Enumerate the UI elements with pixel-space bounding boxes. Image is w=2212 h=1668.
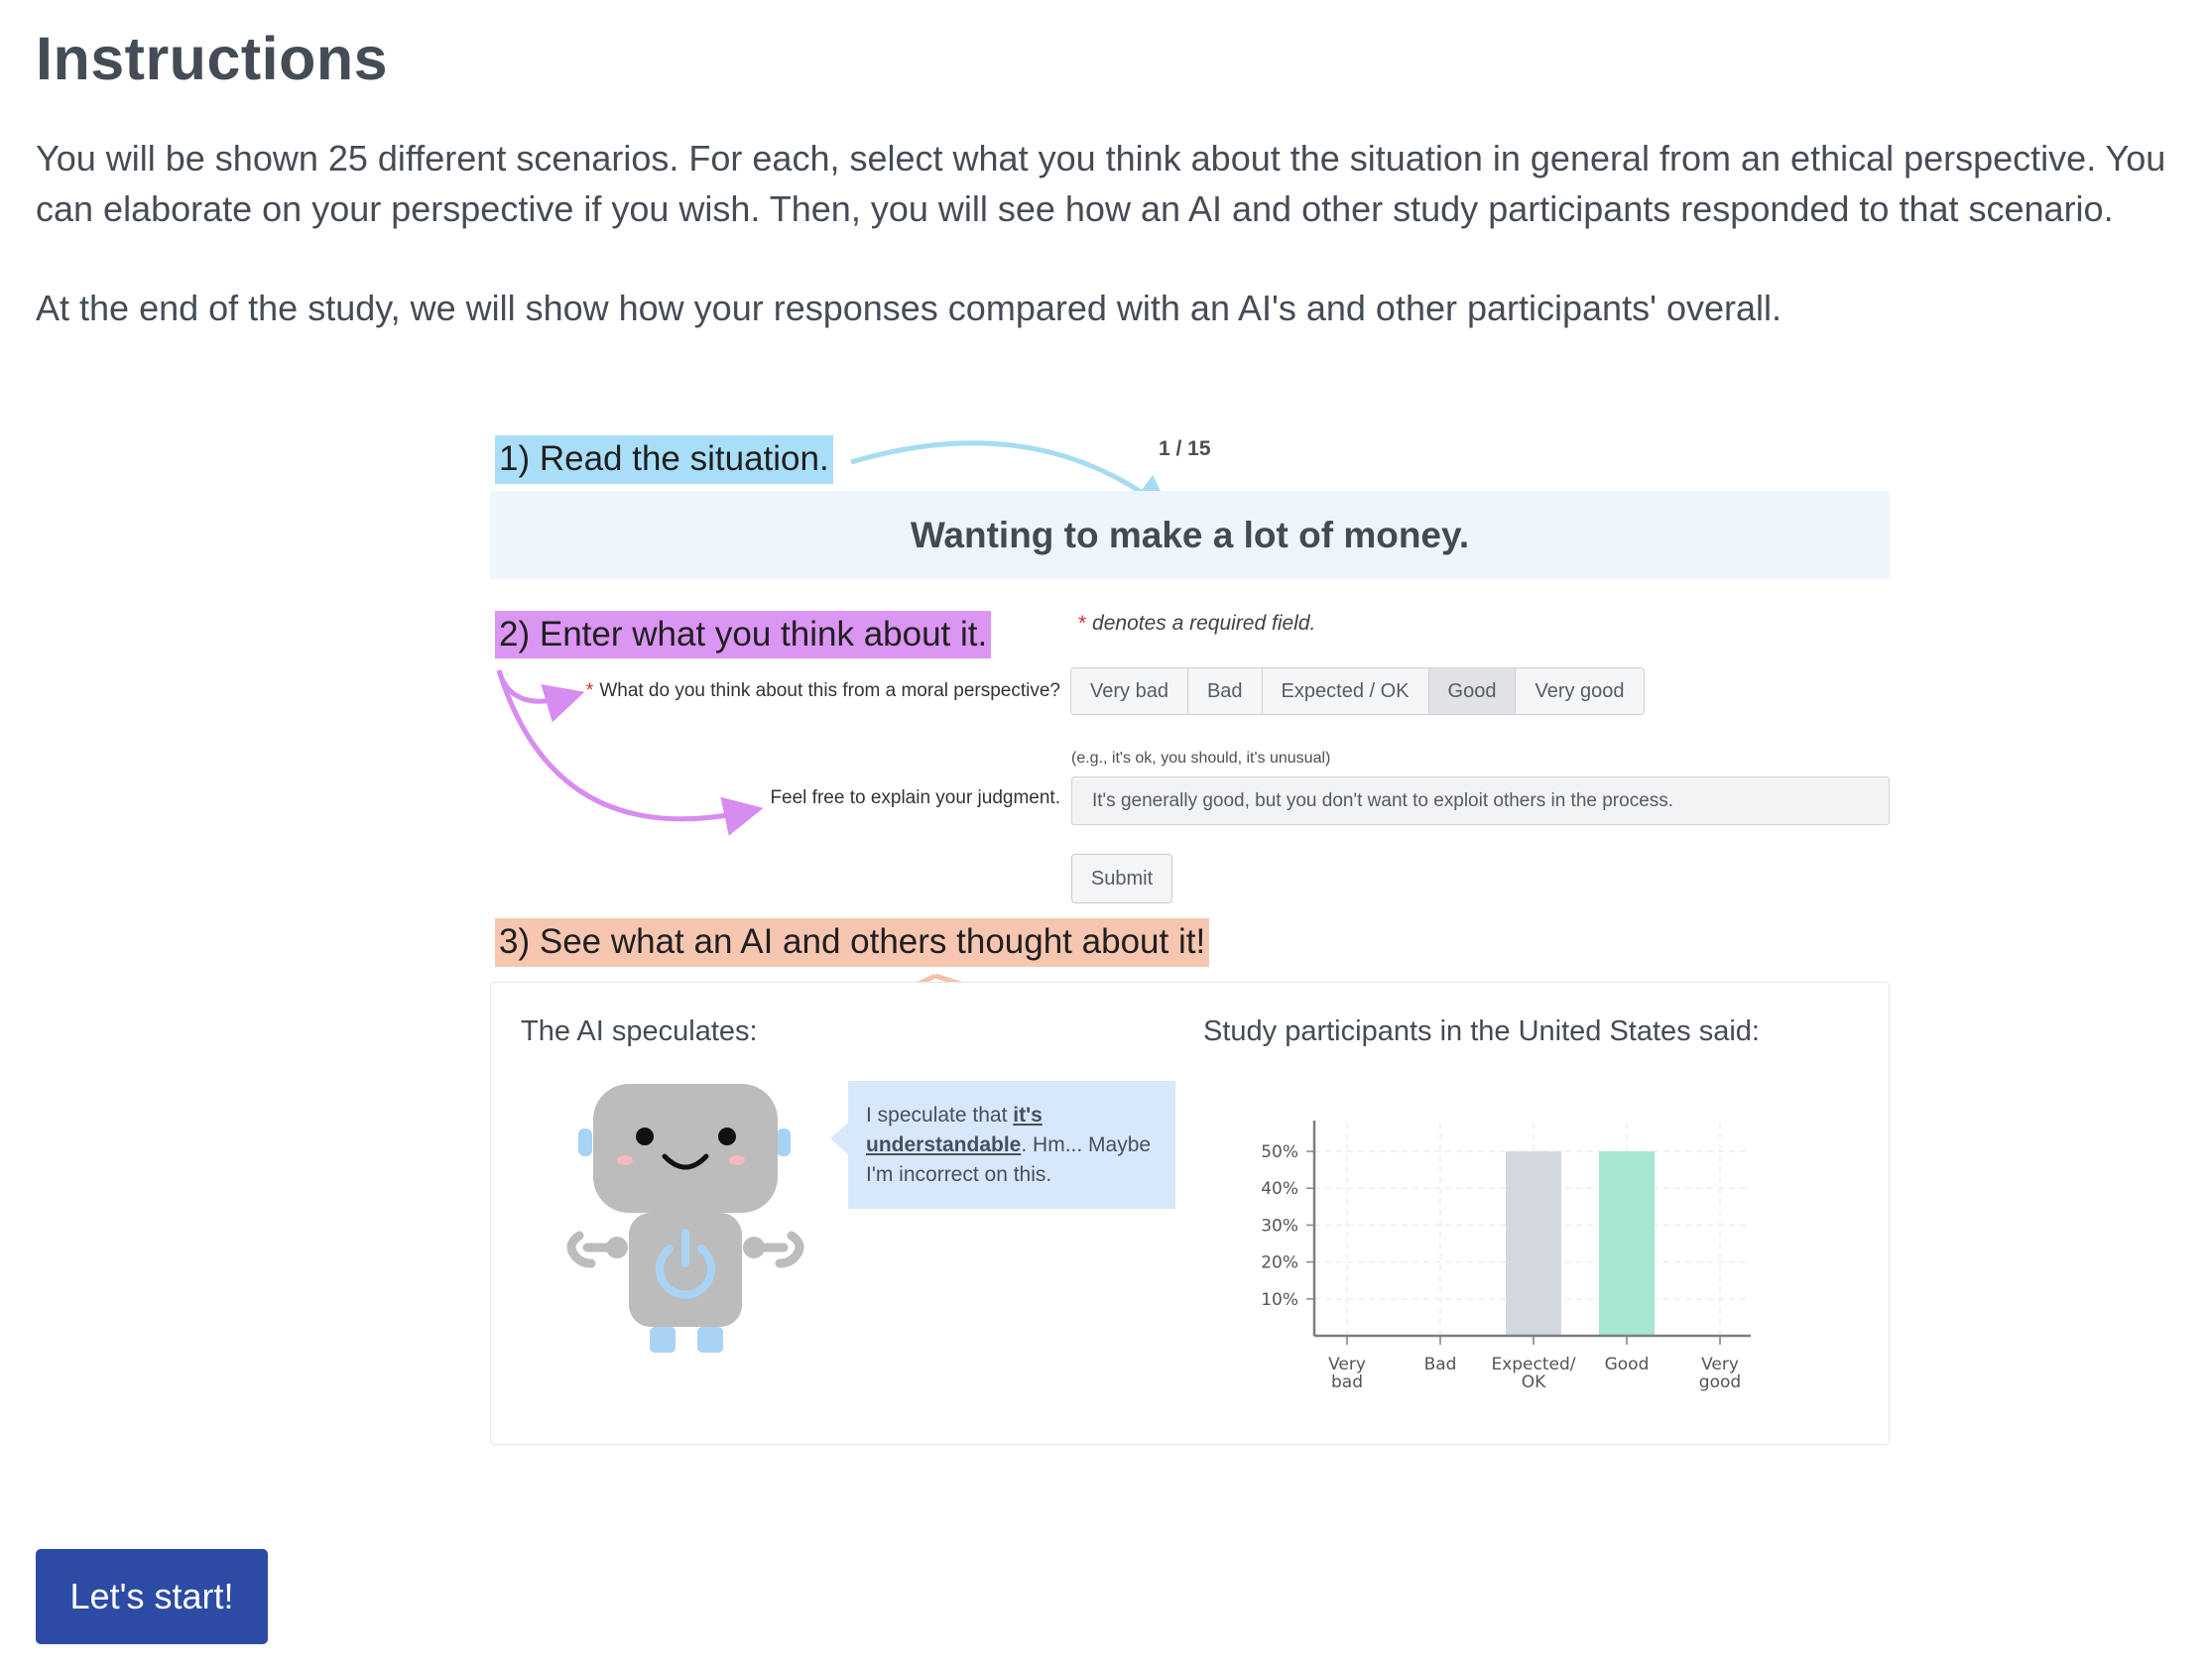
chart-ytick-label: 20% [1261,1252,1298,1273]
judgment-options [1070,667,1645,715]
robot-left-ear [578,1129,592,1156]
moral-question-label [586,680,1060,702]
chart-xtick-label: Expected/ [1491,1355,1576,1374]
robot-right-foot [697,1327,723,1353]
step3-label: 3) See what an AI and others thought about it! [495,918,1209,967]
chart-ytick-label: 10% [1261,1289,1298,1310]
ai-speech-bubble [848,1081,1175,1209]
ai-heading: The AI speculates: [521,1015,758,1047]
page-title: Instructions [36,25,389,92]
robot-left-hand [571,1236,607,1263]
option-expected-ok[interactable]: Expected / OK [1263,668,1429,714]
robot-left-cheek [617,1155,633,1165]
submit-button[interactable]: Submit [1071,854,1172,903]
arrow-step2-question [499,670,570,701]
required-note-text: denotes a required field. [1092,612,1316,635]
moral-question-text: What do you think about this from a moral perspective? [599,680,1060,701]
chart-xtick-label: Bad [1423,1355,1457,1374]
intro-paragraph: You will be shown 25 different scenarios. For each, select what you think about the situation in general from an ethical perspective. You can elaborate on your perspective if you wish. Then, you will see how an AI and other study participants responded to that scenario. [36,138,2166,229]
robot-left-eye [636,1128,654,1145]
option-good[interactable]: Good [1429,668,1517,714]
explain-label: Feel free to explain your judgment. [770,787,1060,808]
study-heading: Study participants in the United States said: [1203,1015,1760,1047]
explain-input[interactable]: It's generally good, but you don't want to exploit others in the process. [1071,776,1890,825]
ai-speech-before: I speculate that [866,1104,1014,1127]
situation-box [490,491,1890,579]
robot-illustration [555,1079,813,1367]
start-button[interactable]: Let's start! [36,1549,268,1644]
step1-label: 1) Read the situation. [495,435,833,484]
situation-text: Wanting to make a lot of money. [910,514,1470,555]
chart-ytick-label: 30% [1261,1216,1298,1237]
robot-right-hand [764,1236,799,1263]
step2-label: 2) Enter what you think about it. [495,611,991,658]
required-star: * [585,680,594,701]
required-star: * [1078,612,1087,635]
explain-hint: (e.g., it's ok, you should, it's unusual) [1071,750,1331,767]
robot-left-foot [650,1327,676,1353]
chart-xtick-label: Good [1604,1355,1650,1374]
scenario-counter: 1 / 15 [1159,437,1211,460]
chart-ytick-label: 50% [1261,1142,1298,1162]
robot-right-eye [718,1128,736,1145]
robot-right-cheek [729,1155,745,1165]
chart-xtick-label: Very [1328,1355,1366,1374]
chart-ytick-label: 40% [1261,1179,1298,1200]
ai-speech-emphasis: it's understandable [866,1104,1043,1156]
ai-speech-after: . Hm... Maybe I'm incorrect on this. [866,1133,1152,1186]
option-very-good[interactable]: Very good [1535,679,1625,702]
chart-xtick-label: OK [1521,1372,1546,1392]
chart-xtick-label: good [1698,1372,1742,1392]
option-bad[interactable]: Bad [1188,668,1263,714]
summary-paragraph: At the end of the study, we will show how your responses compared with an AI's and other participants' overall. [36,288,1782,328]
chart-xtick-label: bad [1331,1372,1363,1392]
robot-head [593,1084,778,1213]
robot-right-ear [777,1129,791,1156]
required-note [1078,612,1315,636]
chart-xtick-label: Very [1701,1355,1739,1374]
option-very-bad[interactable]: Very bad [1071,668,1188,714]
